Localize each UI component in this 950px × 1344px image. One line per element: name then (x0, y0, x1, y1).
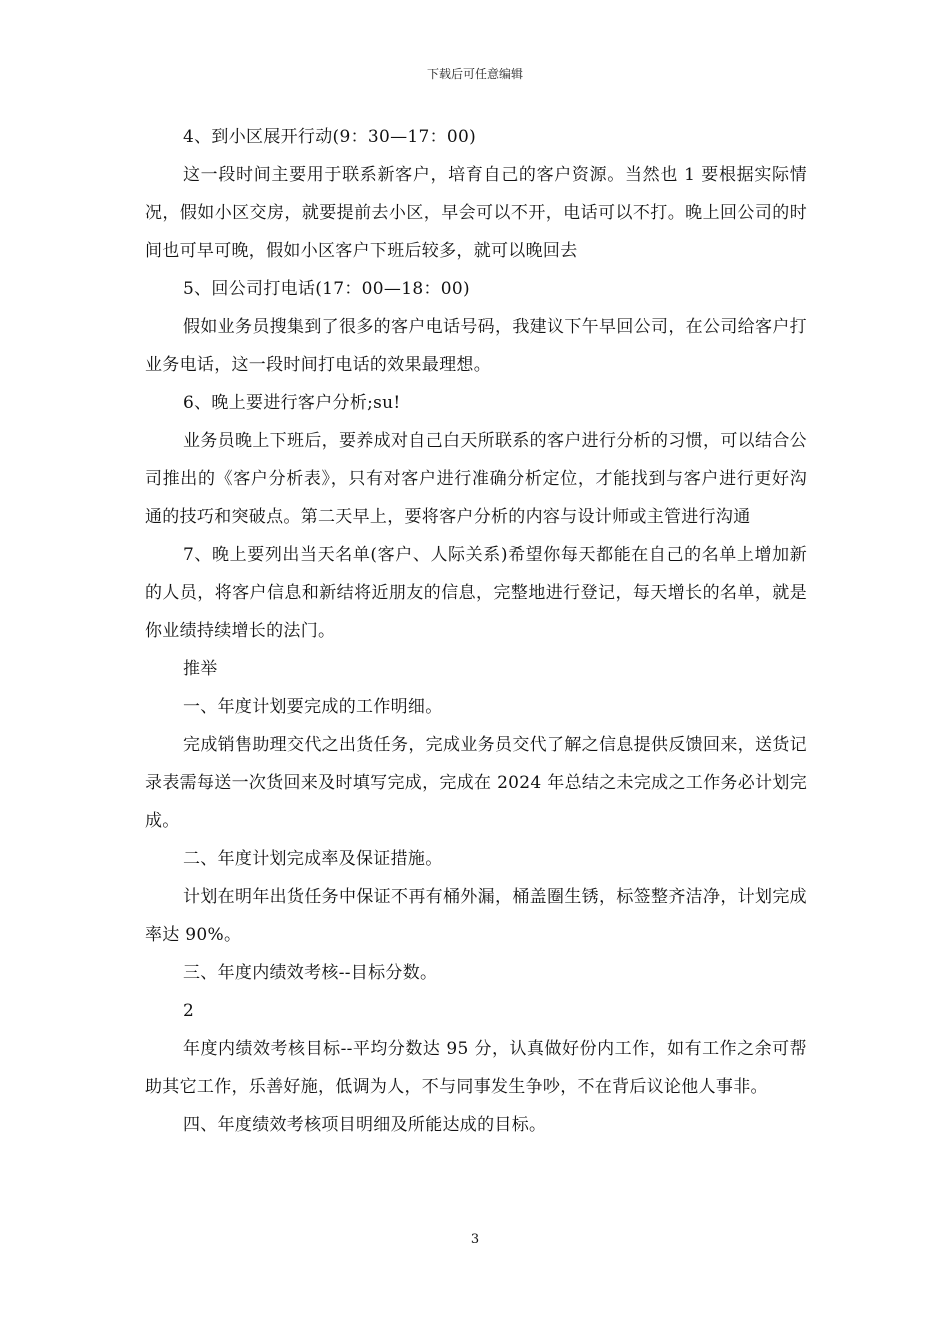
page-number: 3 (470, 1232, 480, 1247)
page-header: 下载后可任意编辑 (426, 67, 523, 81)
paragraph-recommend: 推举 (183, 659, 218, 679)
paragraph-part-3-heading: 三、年度内绩效考核--目标分数。 (183, 963, 438, 983)
document-body (145, 118, 807, 1144)
paragraph-number-2: 2 (183, 1001, 195, 1021)
paragraph-part-1-heading: 一、年度计划要完成的工作明细。 (183, 697, 443, 717)
paragraph-section-5-heading: 5、回公司打电话(17：00—18：00) (183, 279, 470, 299)
paragraph-section-4-heading: 4、到小区展开行动(9：30—17：00) (183, 127, 477, 147)
paragraph-section-7: 7、晚上要列出当天名单(客户、人际关系)希望你每天都能在自己的名单上增加新的人员，将客户信息和新结将近朋友的信息，完整地进行登记，每天增长的名单，就是你业绩持续增长的法门。 (145, 545, 807, 641)
paragraph-part-4-heading: 四、年度绩效考核项目明细及所能达成的目标。 (183, 1115, 547, 1135)
paragraph-section-5-body: 假如业务员搜集到了很多的客户电话号码，我建议下午早回公司，在公司给客户打业务电话，这一段时间打电话的效果最理想。 (145, 317, 807, 375)
paragraph-part-2-body: 计划在明年出货任务中保证不再有桶外漏，桶盖圈生锈，标签整齐洁净，计划完成率达 90%。 (145, 887, 807, 945)
paragraph-section-4-body: 这一段时间主要用于联系新客户，培育自己的客户资源。当然也 1 要根据实际情况，假如小区交房，就要提前去小区，早会可以不开，电话可以不打。晚上回公司的时间也可早可晚，假如小区客户下班后较多，就可以晚回去 (145, 165, 807, 261)
paragraph-part-2-heading: 二、年度计划完成率及保证措施。 (183, 849, 443, 869)
paragraph-section-6-body: 业务员晚上下班后，要养成对自己白天所联系的客户进行分析的习惯，可以结合公司推出的《客户分析表》，只有对客户进行准确分析定位，才能找到与客户进行更好沟通的技巧和突破点。第二天早上，要将客户分析的内容与设计师或主管进行沟通 (145, 431, 807, 527)
paragraph-section-6-heading: 6、晚上要进行客户分析;su! (183, 393, 401, 413)
paragraph-part-1-body: 完成销售助理交代之出货任务，完成业务员交代了解之信息提供反馈回来，送货记录表需每送一次货回来及时填写完成，完成在 2024 年总结之未完成之工作务必计划完成。 (145, 735, 807, 831)
paragraph-part-3-body: 年度内绩效考核目标--平均分数达 95 分，认真做好份内工作，如有工作之余可帮助其它工作，乐善好施，低调为人，不与同事发生争吵，不在背后议论他人事非。 (145, 1039, 807, 1097)
